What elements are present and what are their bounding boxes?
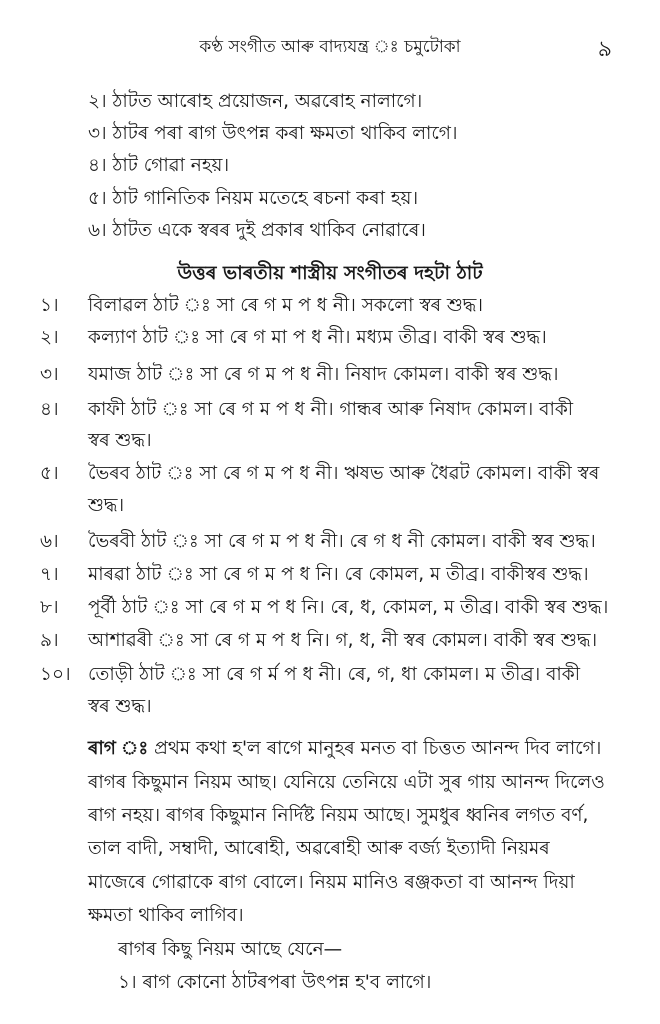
thaat-number: ৫। [40,463,59,484]
thaat-text-cont: স্বৰ শুদ্ধ। [88,696,152,717]
thaat-number: ২। [40,327,59,348]
thaat-number: ৬। [40,531,59,552]
thaat-number: ৮। [40,597,59,618]
thaat-text: মাৰৱা ঠাট ঃ সা ৰে গ ম প ধ নি। ৰে কোমল, ম তীব্ৰ। বাকীস্বৰ শুদ্ধ। [88,564,589,585]
thaat-text: তোড়ী ঠাট ঃ সা ৰে গ ৰ্ম প ধ নী। ৰে, গ, ধা কোমল। ম তীব্ৰ। বাকী [88,664,581,685]
raag-line: তাল বাদী, সম্বাদী, আৰোহী, অৱৰোহী আৰু বৰ্জ্য ইত্যাদী নিয়মৰ [88,838,550,859]
thaat-number: ৭। [40,564,59,585]
rule-item: ৬। ঠাটত একে স্বৰৰ দুই প্ৰকাৰ থাকিব নোৱাৰে। [88,220,426,241]
section-heading: উত্তৰ ভাৰতীয় শাস্ত্ৰীয় সংগীতৰ দহটা ঠাট [177,262,483,284]
thaat-text: যমাজ ঠাট ঃ সা ৰে গ ম প ধ নী। নিষাদ কোমল। বাকী স্বৰ শুদ্ধ। [88,364,559,385]
thaat-text: পূৰ্বী ঠাট ঃ সা ৰে গ ম প ধ নি। ৰে, ধ, কোমল, ম তীব্ৰ। বাকী স্বৰ শুদ্ধ। [88,597,609,618]
thaat-text: ভৈৰব ঠাট ঃ সা ৰে গ ম প ধ নী। ঋষভ আৰু ধৈৱট কোমল। বাকী স্বৰ [88,463,600,484]
thaat-number: ৯। [40,630,59,651]
raag-first-text: প্ৰথম কথা হ'ল ৰাগে মানুহৰ মনত বা চিত্তত আনন্দ দিব লাগে। [154,738,602,759]
raag-first-line [88,736,601,762]
thaat-text: আশাৱৰী ঃ সা ৰে গ ম প ধ নি। গ, ধ, নী স্বৰ কোমল। বাকী স্বৰ শুদ্ধ। [88,630,598,651]
rule-item: ৪। ঠাট গোৱা নহয়। [88,155,230,176]
raag-rule-item: ১। ৰাগ কোনো ঠাটৰপৰা উৎপন্ন হ'ব লাগে। [118,972,432,993]
thaat-text: বিলাৱল ঠাট ঃ সা ৰে গ ম প ধ নী। সকলো স্বৰ শুদ্ধ। [88,295,483,316]
thaat-number: ১০। [40,664,71,685]
rule-item: ৩। ঠাটৰ পৰা ৰাগ উৎপন্ন কৰা ক্ষমতা থাকিব লাগে। [88,123,458,144]
thaat-text: কাফী ঠাট ঃ সা ৰে গ ম প ধ নী। গান্ধৰ আৰু নিষাদ কোমল। বাকী [88,399,574,420]
raag-label: ৰাগ ঃ [88,738,149,759]
running-title: কণ্ঠ সংগীত আৰু বাদ্যযন্ত্ৰ ঃ চমুটোকা [199,37,461,57]
rule-item: ২। ঠাটত আৰোহ প্ৰয়োজন, অৱৰোহ নালাগে। [88,91,423,112]
thaat-text: কল্যাণ ঠাট ঃ সা ৰে গ মা প ধ নী। মধ্যম তীব্ৰ। বাকী স্বৰ শুদ্ধ। [88,327,547,348]
rule-item: ৫। ঠাট গানিতিক নিয়ম মতেহে ৰচনা কৰা হয়। [88,188,419,209]
raag-rules-intro: ৰাগৰ কিছু নিয়ম আছে যেনে— [118,939,343,960]
thaat-text-cont: শুদ্ধ। [88,495,125,516]
thaat-number: ৩। [40,364,59,385]
thaat-number: ৪। [40,399,59,420]
thaat-number: ১। [40,295,59,316]
thaat-text-cont: স্বৰ শুদ্ধ। [88,430,152,451]
raag-line: ৰাগৰ কিছুমান নিয়ম আছ। যেনিয়ে তেনিয়ে এটা সুৰ গায় আনন্দ দিলেও [88,772,605,793]
raag-line: ৰাগ নহয়। ৰাগৰ কিছুমান নিৰ্দিষ্ট নিয়ম আছে। সুমধুৰ ধ্বনিৰ লগত বৰ্ণ, [88,805,589,826]
raag-line: মাজেৰে গোৱাকে ৰাগ বোলে। নিয়ম মানিও ৰঞ্জকতা বা আনন্দ দিয়া [88,872,575,893]
page-number: ৯ [597,37,612,62]
thaat-text: ভৈৰবী ঠাট ঃ সা ৰে গ ম প ধ নী। ৰে গ ধ নী কোমল। বাকী স্বৰ শুদ্ধ। [88,531,596,552]
raag-line: ক্ষমতা থাকিব লাগিব। [88,905,244,926]
running-header [0,32,660,60]
